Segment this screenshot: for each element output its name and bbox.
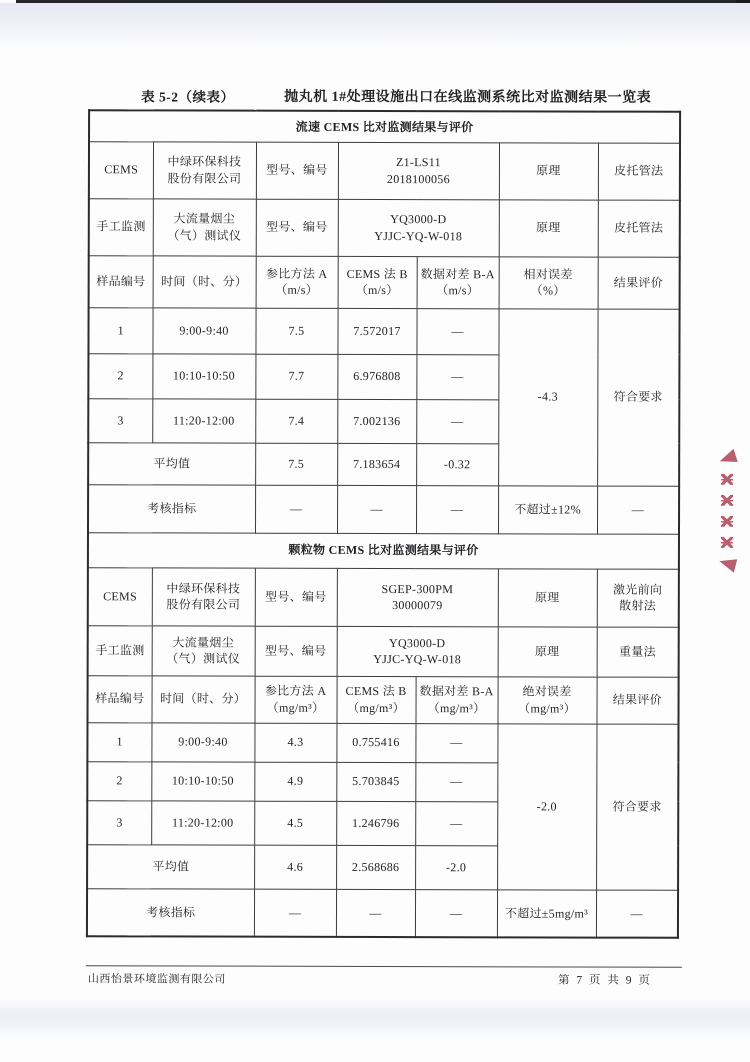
pm-criteria-row [87, 888, 678, 938]
sample-ref-a: 7.5 [255, 308, 337, 354]
flow-criteria-row [88, 484, 679, 534]
comparison-results-table [86, 109, 681, 939]
column-header: 数据对差 B-A （m/s） [417, 256, 499, 308]
seal-mark [721, 495, 733, 506]
pm-section-header-row [88, 532, 679, 569]
flow-cems-model-label: 型号、编号 [256, 142, 338, 199]
sample-time: 11:20-12:00 [151, 800, 254, 844]
flow-cems-vendor: 中绿环保科技 股份有限公司 [153, 141, 256, 198]
flow-manual-label: 手工监测 [89, 198, 153, 255]
sample-ref-a: 7.4 [255, 399, 337, 443]
column-header: 参比方法 A （mg/m³） [254, 676, 336, 723]
criteria-result: — [596, 890, 678, 938]
column-header: CEMS 法 B （mg/m³） [336, 676, 415, 723]
column-header: CEMS 法 B （m/s） [338, 256, 417, 308]
sample-cems-b: 7.572017 [337, 308, 416, 354]
sample-ref-a: 4.9 [254, 762, 336, 801]
flow-manual-principle-value: 皮托管法 [598, 200, 680, 257]
flow-sample-row [88, 307, 679, 355]
column-header: 相对误差 （%） [499, 256, 598, 308]
pm-manual-model-label: 型号、编号 [255, 626, 337, 676]
average-diff: -2.0 [415, 845, 497, 889]
flow-manual-vendor: 大流量烟尘 （气）测试仪 [153, 198, 256, 255]
pm-sample-row [87, 722, 678, 763]
criteria-diff: — [415, 889, 497, 937]
column-header: 绝对误差 （mg/m³） [497, 676, 596, 723]
pm-absolute-error-value: -2.0 [497, 723, 596, 889]
page-title: 抛丸机 1#处理设施出口在线监测系统比对监测结果一览表 [284, 89, 652, 106]
sample-cems-b: 5.703845 [336, 762, 415, 801]
flow-cems-principle-value: 皮托管法 [598, 143, 680, 200]
pm-cems-principle-value: 激光前向 散射法 [597, 569, 679, 627]
pm-result-evaluation: 符合要求 [596, 724, 678, 890]
flow-manual-instrument-row [89, 198, 680, 257]
seal-mark [717, 449, 737, 468]
sample-cems-b: 0.755416 [336, 723, 415, 762]
page-footer [86, 965, 682, 988]
flow-relative-error-value: -4.3 [498, 308, 597, 485]
document-header [89, 85, 681, 109]
sample-time: 9:00-9:40 [151, 722, 254, 761]
criteria-diff: — [416, 485, 498, 533]
sample-time: 10:10-10:50 [152, 353, 255, 398]
sample-time: 10:10-10:50 [151, 761, 254, 800]
sample-no: 1 [88, 307, 152, 353]
sample-diff: — [415, 723, 497, 762]
criteria-label: 考核指标 [87, 888, 254, 936]
flow-section-title: 流速 CEMS 比对监测结果与评价 [89, 110, 680, 143]
flow-section-header-row [89, 110, 680, 143]
criteria-ref-a: — [254, 889, 336, 937]
flow-result-evaluation: 符合要求 [597, 309, 680, 486]
criteria-result: — [597, 486, 679, 534]
footer-page-number: 第 7 页 共 9 页 [557, 974, 652, 987]
flow-cems-label: CEMS [89, 141, 153, 198]
pm-manual-vendor: 大流量烟尘 （气）测试仪 [152, 625, 255, 675]
pm-cems-model-label: 型号、编号 [255, 568, 337, 626]
pm-manual-principle-label: 原理 [498, 626, 597, 676]
column-header: 样品编号 [87, 675, 151, 722]
column-header: 数据对差 B-A （mg/m³） [415, 676, 497, 723]
flow-cems-principle-label: 原理 [499, 142, 598, 199]
seal-mark [721, 537, 733, 548]
criteria-cems-b: — [337, 485, 416, 533]
pm-cems-instrument-row [88, 567, 679, 627]
average-label: 平均值 [87, 844, 254, 888]
average-cems-b: 2.568686 [336, 845, 415, 889]
pm-manual-principle-value: 重量法 [597, 627, 679, 677]
average-label: 平均值 [88, 442, 255, 484]
flow-cems-instrument-row [89, 141, 680, 200]
pm-cems-vendor: 中绿环保科技 股份有限公司 [152, 567, 255, 625]
pm-manual-label: 手工监测 [88, 625, 152, 675]
sample-cems-b: 7.002136 [337, 399, 416, 443]
average-ref-a: 7.5 [255, 443, 337, 485]
column-header: 时间（时、分） [151, 675, 254, 722]
flow-manual-model-value: YQ3000-D YJJC-YQ-W-018 [338, 199, 499, 256]
seal-mark [721, 516, 733, 527]
pm-cems-model-value: SGEP-300PM 30000079 [337, 568, 498, 626]
criteria-label: 考核指标 [88, 484, 255, 532]
pm-manual-instrument-row [88, 625, 679, 677]
sample-time: 9:00-9:40 [152, 307, 255, 353]
column-header: 时间（时、分） [153, 255, 256, 307]
sample-time: 11:20-12:00 [152, 398, 255, 442]
average-diff: -0.32 [416, 443, 498, 485]
flow-manual-model-label: 型号、编号 [256, 199, 338, 256]
pm-criteria-limit: 不超过±5mg/m³ [497, 889, 596, 937]
footer-company-name: 山西怡景环境监测有限公司 [87, 973, 226, 986]
flow-column-header-row [89, 255, 680, 309]
pm-cems-label: CEMS [88, 567, 152, 625]
sample-no: 1 [87, 722, 151, 761]
sample-no: 2 [87, 761, 151, 800]
criteria-ref-a: — [255, 485, 337, 533]
red-seal-partial [712, 451, 742, 571]
sample-ref-a: 4.5 [254, 801, 336, 845]
pm-cems-principle-label: 原理 [498, 568, 597, 626]
sample-diff: — [416, 354, 498, 399]
sample-no: 3 [87, 800, 151, 844]
column-header: 结果评价 [596, 677, 678, 724]
sample-ref-a: 4.3 [254, 723, 336, 762]
sample-no: 3 [88, 398, 152, 442]
flow-criteria-limit: 不超过±12% [498, 485, 597, 533]
flow-cems-model-value: Z1-LS11 2018100056 [338, 142, 499, 199]
pm-column-header-row [87, 675, 678, 724]
sample-diff: — [415, 762, 497, 801]
sample-cems-b: 1.246796 [336, 801, 415, 845]
criteria-cems-b: — [336, 889, 415, 937]
average-cems-b: 7.183654 [337, 443, 416, 485]
seal-mark [717, 555, 737, 573]
sample-diff: — [416, 308, 498, 354]
sample-cems-b: 6.976808 [337, 354, 416, 399]
pm-manual-model-value: YQ3000-D YJJC-YQ-W-018 [337, 626, 498, 676]
sample-no: 2 [88, 353, 152, 398]
average-ref-a: 4.6 [254, 845, 336, 889]
sample-ref-a: 7.7 [255, 354, 337, 399]
column-header: 结果评价 [598, 257, 680, 309]
seal-mark [721, 474, 733, 485]
flow-manual-principle-label: 原理 [499, 199, 598, 256]
column-header: 样品编号 [89, 255, 153, 307]
column-header: 参比方法 A （m/s） [256, 256, 338, 308]
pm-section-title: 颗粒物 CEMS 比对监测结果与评价 [88, 532, 679, 569]
table-number-label: 表 5-2（续表） [141, 89, 235, 105]
sample-diff: — [415, 801, 497, 845]
sample-diff: — [416, 399, 498, 443]
